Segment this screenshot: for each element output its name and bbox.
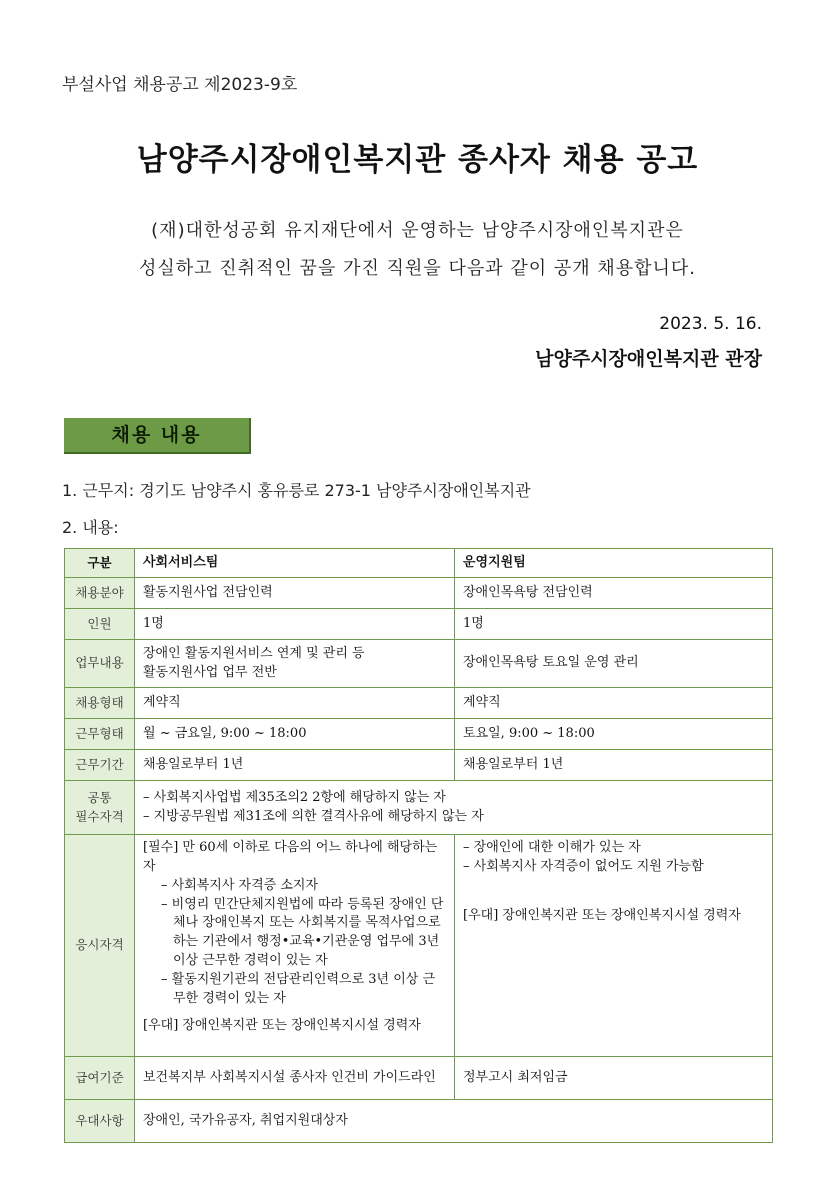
table-row	[65, 688, 773, 719]
page-title: 남양주시장애인복지관 종사자 채용 공고	[136, 142, 699, 178]
row-label: 근무기간	[65, 750, 135, 781]
cell-value: 1명	[135, 609, 455, 640]
cell-value: 계약직	[455, 688, 773, 719]
row-label: 업무내용	[65, 640, 135, 688]
notice-date: 2023. 5. 16.	[659, 314, 762, 334]
table-row	[65, 781, 773, 835]
intro-line-2: 성실하고 진취적인 꿈을 가진 직원을 다음과 같이 공개 채용합니다.	[139, 258, 696, 279]
workplace-line: 1. 근무지: 경기도 남양주시 홍유릉로 273-1 남양주시장애인복지관	[62, 481, 531, 500]
table-row	[65, 750, 773, 781]
header-label: 구분	[65, 549, 135, 578]
table-row	[65, 609, 773, 640]
cell-value	[135, 640, 455, 688]
cell-value: 1명	[455, 609, 773, 640]
table-row	[65, 1057, 773, 1100]
cell-value: 장애인, 국가유공자, 취업지원대상자	[135, 1100, 773, 1143]
header-social-service-team: 사회서비스팀	[135, 549, 455, 578]
cell-value: 채용일로부터 1년	[135, 750, 455, 781]
table-row	[65, 719, 773, 750]
common-requirements	[135, 781, 773, 835]
cell-value: 채용일로부터 1년	[455, 750, 773, 781]
cell-value: 토요일, 9:00 ~ 18:00	[455, 719, 773, 750]
qualification-preferred: [우대] 장애인복지관 또는 장애인복지시설 경력자	[463, 907, 741, 923]
intro-line-1: (재)대한성공회 유지재단에서 운영하는 남양주시장애인복지관은	[151, 220, 684, 241]
table-row	[65, 549, 773, 578]
row-label: 근무형태	[65, 719, 135, 750]
row-label: 채용분야	[65, 578, 135, 609]
cell-value: 장애인목욕탕 전담인력	[455, 578, 773, 609]
recruitment-table	[64, 548, 773, 1143]
cell-value: 활동지원사업 전담인력	[135, 578, 455, 609]
duty-line: 활동지원사업 업무 전반	[143, 664, 277, 680]
row-label: 인원	[65, 609, 135, 640]
row-label-line: 필수자격	[75, 808, 124, 824]
row-label-line: 공통	[87, 790, 112, 806]
section-heading: 채용 내용	[64, 418, 251, 454]
qualification-preferred: [우대] 장애인복지관 또는 장애인복지시설 경력자	[143, 1017, 421, 1033]
qualification-item: – 장애인에 대한 이해가 있는 자	[463, 840, 641, 855]
row-label: 급여기준	[65, 1057, 135, 1100]
row-label: 채용형태	[65, 688, 135, 719]
requirement-item: – 지방공무원법 제31조에 의한 결격사유에 해당하지 않는 자	[143, 808, 484, 824]
row-label: 우대사항	[65, 1100, 135, 1143]
header-operation-support-team: 운영지원팀	[455, 549, 773, 578]
cell-value: 장애인목욕탕 토요일 운영 관리	[455, 640, 773, 688]
table-row	[65, 835, 773, 1057]
table-row	[65, 578, 773, 609]
cell-value: 정부고시 최저임금	[455, 1057, 773, 1100]
qualification-social	[135, 835, 455, 1057]
qualification-required: [필수] 만 60세 이하로 다음의 어느 하나에 해당하는 자	[143, 840, 438, 874]
row-label: 응시자격	[65, 835, 135, 1057]
qualification-item: – 사회복지사 자격증 소지자	[161, 877, 319, 893]
duty-line: 장애인 활동지원서비스 연계 및 관리 등	[143, 645, 365, 661]
qualification-item: – 활동지원기관의 전담관리인력으로 3년 이상 근무한 경력이 있는 자	[161, 971, 436, 1006]
table-row	[65, 1100, 773, 1143]
cell-value: 계약직	[135, 688, 455, 719]
notice-number: 부설사업 채용공고 제2023-9호	[62, 75, 298, 95]
content-label: 2. 내용:	[62, 518, 119, 537]
requirement-item: – 사회복지사업법 제35조의2 2항에 해당하지 않는 자	[143, 789, 446, 805]
qualification-operation	[455, 835, 773, 1057]
table-row	[65, 640, 773, 688]
signer: 남양주시장애인복지관 관장	[535, 348, 762, 370]
cell-value: 보건복지부 사회복지시설 종사자 인건비 가이드라인	[135, 1057, 455, 1100]
qualification-item: – 사회복지사 자격증이 없어도 지원 가능함	[463, 858, 704, 874]
row-label	[65, 781, 135, 835]
qualification-item: – 비영리 민간단체지원법에 따라 등록된 장애인 단체나 장애인복지 또는 사회복지를 목적사업으로 하는 기관에서 행정•교육•기관운영 업무에 3년 이상 근무한 경력이 있는 자	[161, 896, 444, 969]
cell-value: 월 ~ 금요일, 9:00 ~ 18:00	[135, 719, 455, 750]
